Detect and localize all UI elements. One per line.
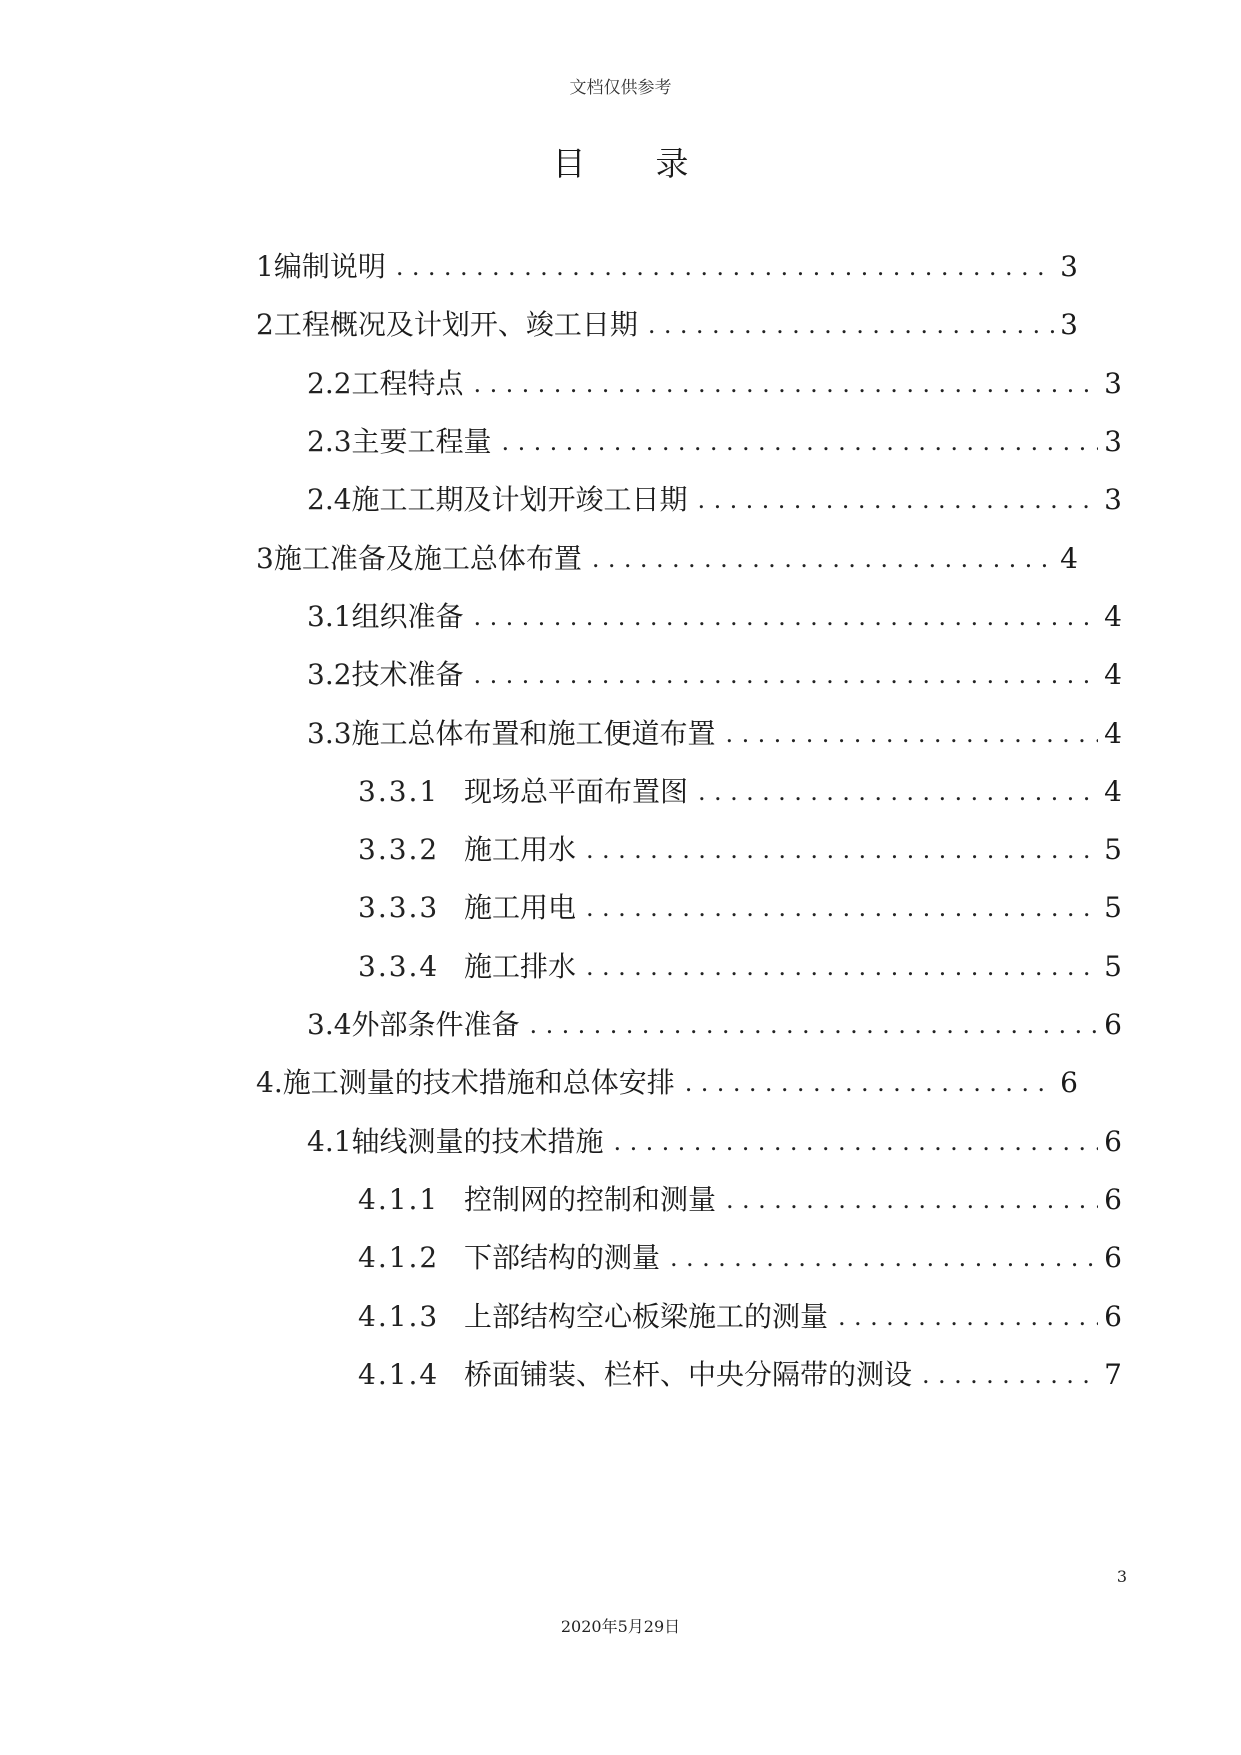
toc-entry-page: 6 <box>1104 1183 1122 1216</box>
toc-entry-number: 3 <box>256 542 274 575</box>
toc-entry-number: 4.1.4 <box>358 1358 440 1391</box>
dot-leader <box>670 1238 1098 1278</box>
toc-entry-page: 3 <box>1104 483 1122 516</box>
page-number: 3 <box>1116 1567 1127 1586</box>
toc-entry-label: 技术准备 <box>351 658 464 691</box>
toc-entry-number: 4.1.3 <box>358 1300 440 1333</box>
toc-entry-label: 编制说明 <box>273 250 386 283</box>
dot-leader <box>922 1355 1098 1395</box>
toc-entry-label: 施工总体布置和施工便道布置 <box>351 717 716 750</box>
dot-leader <box>648 305 1054 345</box>
toc-entry-number: 1 <box>256 250 274 283</box>
toc-entry-number: 3.1 <box>307 600 352 633</box>
toc-entry[interactable] <box>358 1297 1122 1337</box>
toc-entry-label: 施工用电 <box>464 891 577 924</box>
toc-entry-page: 5 <box>1104 891 1122 924</box>
toc-entry-page: 3 <box>1060 308 1078 341</box>
toc-entry-label: 外部条件准备 <box>351 1008 520 1041</box>
toc-entry-page: 6 <box>1104 1241 1122 1274</box>
toc-entry-number: 4. <box>256 1066 283 1099</box>
toc-entry-label: 桥面铺装、栏杆、中央分隔带的测设 <box>464 1358 913 1391</box>
dot-leader <box>586 888 1098 928</box>
toc-entry-number: 4.1.2 <box>358 1241 440 1274</box>
toc-entry-number: 3.3.4 <box>358 950 440 983</box>
toc-entry[interactable] <box>358 888 1122 928</box>
toc-entry-label: 组织准备 <box>351 600 464 633</box>
toc-entry-label: 主要工程量 <box>351 425 492 458</box>
toc-entry-number: 2.4 <box>307 483 352 516</box>
toc-entry[interactable] <box>307 1005 1122 1045</box>
toc-entry-number: 2 <box>256 308 274 341</box>
toc-entry[interactable] <box>307 597 1122 637</box>
page-title: 目录 <box>552 144 759 183</box>
dot-leader <box>592 539 1054 579</box>
toc-entry[interactable] <box>358 1355 1122 1395</box>
toc-entry[interactable] <box>358 947 1122 987</box>
toc-entry[interactable] <box>358 1180 1122 1220</box>
toc-entry-label: 工程特点 <box>351 367 464 400</box>
toc-entry-label: 施工准备及施工总体布置 <box>273 542 582 575</box>
dot-leader <box>726 1180 1098 1220</box>
toc-entry-page: 4 <box>1104 717 1122 750</box>
toc-entry-label: 上部结构空心板梁施工的测量 <box>464 1300 829 1333</box>
toc-entry-number: 3.3.1 <box>358 775 440 808</box>
toc-entry-label: 控制网的控制和测量 <box>464 1183 717 1216</box>
toc-entry-page: 6 <box>1104 1300 1122 1333</box>
dot-leader <box>698 772 1098 812</box>
toc-entry-number: 3.2 <box>307 658 352 691</box>
toc-entry-label: 轴线测量的技术措施 <box>351 1125 604 1158</box>
footer-date: 2020年5月29日 <box>560 1617 681 1636</box>
toc-entry-label: 工程概况及计划开、竣工日期 <box>273 308 638 341</box>
toc-entry-number: 2.2 <box>307 367 352 400</box>
toc-entry-number: 3.3.2 <box>358 833 440 866</box>
toc-entry[interactable] <box>358 1238 1122 1278</box>
toc-entry[interactable] <box>256 247 1078 287</box>
toc-entry-number: 3.3.3 <box>358 891 440 924</box>
toc-entry-label: 施工用水 <box>464 833 577 866</box>
toc-entry-number: 3.4 <box>307 1008 352 1041</box>
toc-entry-page: 3 <box>1060 250 1078 283</box>
toc-entry-number: 4.1 <box>307 1125 352 1158</box>
toc-entry-number: 4.1.1 <box>358 1183 440 1216</box>
toc-entry[interactable] <box>307 1122 1122 1162</box>
dot-leader <box>586 947 1098 987</box>
toc-entry-number: 2.3 <box>307 425 352 458</box>
toc-entry[interactable] <box>307 655 1122 695</box>
toc-entry[interactable] <box>307 422 1122 462</box>
toc-entry-label: 施工排水 <box>464 950 577 983</box>
dot-leader <box>530 1005 1099 1045</box>
toc-entry-label: 施工工期及计划开竣工日期 <box>351 483 688 516</box>
toc-entry-page: 6 <box>1104 1125 1122 1158</box>
toc-entry[interactable] <box>307 714 1122 754</box>
header-note: 文档仅供参考 <box>569 78 672 98</box>
toc-entry-page: 4 <box>1060 542 1078 575</box>
toc-entry-label: 现场总平面布置图 <box>464 775 689 808</box>
toc-entry-page: 3 <box>1104 425 1122 458</box>
toc-entry-page: 3 <box>1104 367 1122 400</box>
dot-leader <box>614 1122 1099 1162</box>
toc-entry-number: 3.3 <box>307 717 352 750</box>
toc-entry-page: 5 <box>1104 950 1122 983</box>
toc-entry-page: 5 <box>1104 833 1122 866</box>
toc-entry[interactable] <box>256 305 1078 345</box>
toc-entry-page: 7 <box>1104 1358 1122 1391</box>
dot-leader <box>474 364 1099 404</box>
dot-leader <box>726 714 1099 754</box>
toc-entry-page: 4 <box>1104 658 1122 691</box>
toc-entry[interactable] <box>256 539 1078 579</box>
dot-leader <box>474 597 1099 637</box>
toc-entry-page: 4 <box>1104 775 1122 808</box>
toc-entry[interactable] <box>358 772 1122 812</box>
toc-entry-label: 下部结构的测量 <box>464 1241 661 1274</box>
dot-leader <box>474 655 1099 695</box>
dot-leader <box>838 1297 1098 1337</box>
toc-entry[interactable] <box>358 830 1122 870</box>
dot-leader <box>698 480 1099 520</box>
dot-leader <box>396 247 1054 287</box>
toc-entry-page: 4 <box>1104 600 1122 633</box>
toc-entry[interactable] <box>307 480 1122 520</box>
dot-leader <box>586 830 1098 870</box>
toc-entry-label: 施工测量的技术措施和总体安排 <box>282 1066 675 1099</box>
toc-entry-page: 6 <box>1104 1008 1122 1041</box>
toc-entry[interactable] <box>256 1063 1078 1103</box>
dot-leader <box>502 422 1099 462</box>
toc-entry-page: 6 <box>1060 1066 1078 1099</box>
toc-entry[interactable] <box>307 364 1122 404</box>
dot-leader <box>685 1063 1054 1103</box>
